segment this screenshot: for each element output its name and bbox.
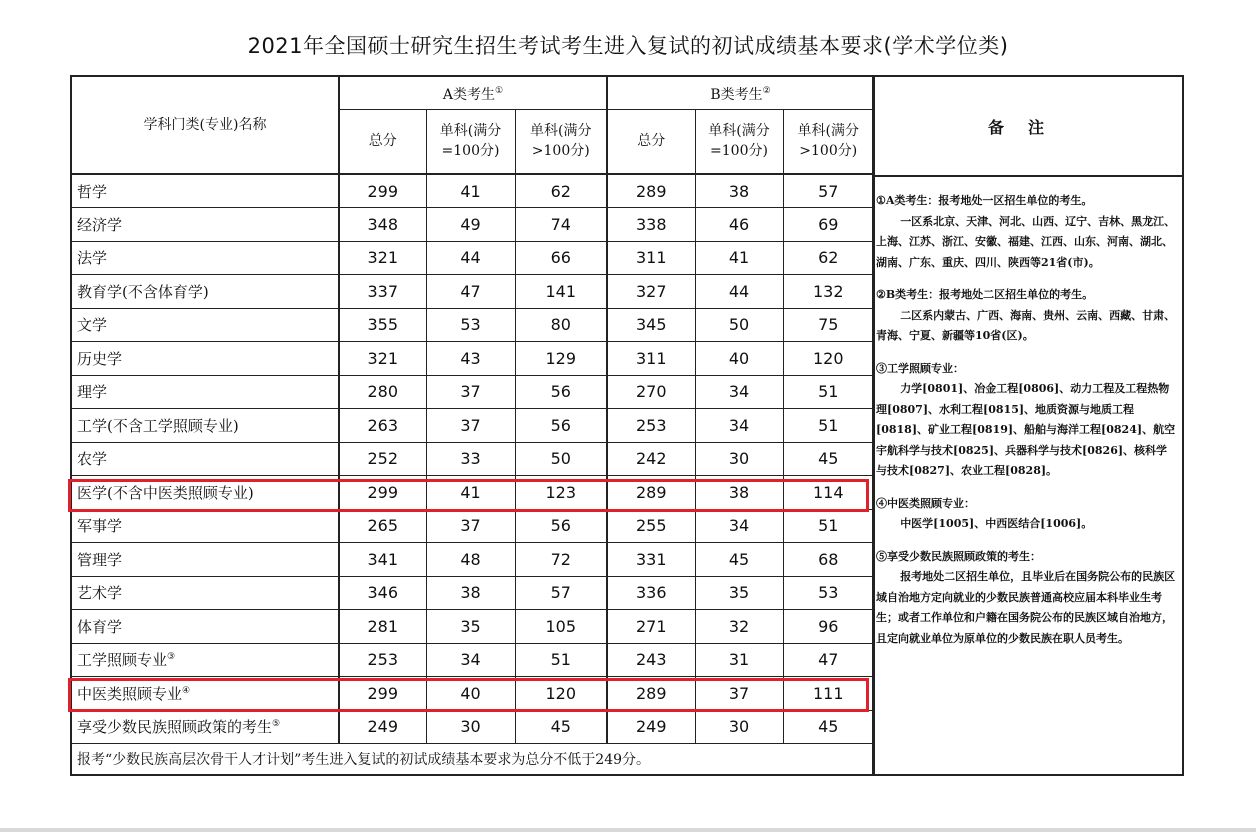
score-b-single100: 37	[695, 677, 783, 711]
score-b-total: 311	[607, 241, 695, 275]
score-a-single100: 40	[426, 677, 515, 711]
score-a-single100: 44	[426, 241, 515, 275]
note-heading: ②B类考生：报考地处二区招生单位的考生。	[876, 288, 1094, 301]
score-b-total: 289	[607, 677, 695, 711]
score-a-total: 299	[339, 677, 426, 711]
subject-name: 哲学	[71, 174, 339, 208]
note-heading: ①A类考生：报考地处一区招生单位的考生。	[876, 194, 1093, 207]
table-row	[71, 208, 874, 242]
score-a-total: 321	[339, 342, 426, 376]
header-subject: 学科门类(专业)名称	[71, 76, 339, 174]
score-a-single-over100: 123	[515, 476, 607, 510]
score-table	[70, 75, 875, 776]
header-b-total: 总分	[607, 109, 695, 174]
subject-name: 中医类照顾专业④	[71, 677, 339, 711]
score-a-total: 299	[339, 476, 426, 510]
score-a-single100: 38	[426, 576, 515, 610]
score-a-single100: 37	[426, 375, 515, 409]
score-b-single-over100: 53	[783, 576, 874, 610]
score-a-single100: 41	[426, 174, 515, 208]
score-a-total: 249	[339, 710, 426, 744]
subject-name: 军事学	[71, 509, 339, 543]
score-b-single-over100: 120	[783, 342, 874, 376]
table-row	[71, 610, 874, 644]
score-a-single-over100: 56	[515, 509, 607, 543]
score-b-single-over100: 96	[783, 610, 874, 644]
score-b-single-over100: 51	[783, 375, 874, 409]
header-group-a: A类考生①	[339, 76, 607, 109]
subject-name: 理学	[71, 375, 339, 409]
subject-name: 艺术学	[71, 576, 339, 610]
table-row	[71, 275, 874, 309]
score-a-total: 280	[339, 375, 426, 409]
score-b-single-over100: 69	[783, 208, 874, 242]
score-b-single100: 40	[695, 342, 783, 376]
table-footnote: 报考“少数民族高层次骨干人才计划”考生进入复试的初试成绩基本要求为总分不低于249分。	[71, 744, 874, 775]
score-b-total: 345	[607, 308, 695, 342]
score-b-single100: 34	[695, 409, 783, 443]
score-a-single-over100: 57	[515, 576, 607, 610]
score-b-single-over100: 57	[783, 174, 874, 208]
score-b-total: 311	[607, 342, 695, 376]
score-b-single-over100: 68	[783, 543, 874, 577]
score-b-single100: 44	[695, 275, 783, 309]
score-a-single-over100: 129	[515, 342, 607, 376]
score-b-single-over100: 75	[783, 308, 874, 342]
table-row	[71, 241, 874, 275]
score-b-single100: 30	[695, 442, 783, 476]
table-row	[71, 509, 874, 543]
score-a-single-over100: 56	[515, 375, 607, 409]
score-b-total: 327	[607, 275, 695, 309]
score-b-single100: 34	[695, 375, 783, 409]
table-row	[71, 710, 874, 744]
table-row	[71, 174, 874, 208]
score-b-single-over100: 51	[783, 509, 874, 543]
score-a-single-over100: 74	[515, 208, 607, 242]
score-b-single-over100: 51	[783, 409, 874, 443]
table-row	[71, 677, 874, 711]
score-a-single-over100: 66	[515, 241, 607, 275]
score-b-single100: 38	[695, 174, 783, 208]
score-a-single100: 34	[426, 643, 515, 677]
note-text: 二区系内蒙古、广西、海南、贵州、云南、西藏、甘肃、青海、宁夏、新疆等10省(区)。	[876, 308, 1176, 342]
note-heading: ④中医类照顾专业：	[876, 496, 975, 510]
score-a-total: 355	[339, 308, 426, 342]
notes-body	[874, 177, 1182, 649]
score-b-total: 249	[607, 710, 695, 744]
score-b-total: 289	[607, 476, 695, 510]
score-a-single100: 35	[426, 610, 515, 644]
score-a-single-over100: 80	[515, 308, 607, 342]
subject-name: 历史学	[71, 342, 339, 376]
header-a-single100: 单科(满分 =100分)	[426, 109, 515, 174]
score-b-total: 289	[607, 174, 695, 208]
score-b-total: 242	[607, 442, 695, 476]
note-heading: ③工学照顾专业：	[876, 361, 964, 375]
score-a-single100: 43	[426, 342, 515, 376]
score-b-single100: 41	[695, 241, 783, 275]
score-b-total: 253	[607, 409, 695, 443]
score-a-total: 348	[339, 208, 426, 242]
score-a-total: 281	[339, 610, 426, 644]
note-item	[876, 191, 1178, 273]
note-text: 力学[0801]、冶金工程[0806]、动力工程及工程热物理[0807]、水利工程[0815]、地质资源与地质工程[0818]、矿业工程[0819]、船舶与海洋工程[0824]、航空宇航科学与技术[0825]、兵器科学与技术[0826]、核科学与技术[0827]、农业工程[0828]。	[876, 382, 1176, 477]
header-group-b: B类考生②	[607, 76, 874, 109]
score-b-total: 331	[607, 543, 695, 577]
score-b-single100: 45	[695, 543, 783, 577]
score-a-total: 321	[339, 241, 426, 275]
score-b-total: 270	[607, 375, 695, 409]
page-title: 2021年全国硕士研究生招生考试考生进入复试的初试成绩基本要求(学术学位类)	[247, 34, 1009, 58]
score-a-single-over100: 141	[515, 275, 607, 309]
score-a-single-over100: 56	[515, 409, 607, 443]
score-b-single-over100: 114	[783, 476, 874, 510]
score-a-single-over100: 105	[515, 610, 607, 644]
table-row	[71, 576, 874, 610]
page-bottom-bar	[0, 828, 1256, 832]
score-a-single100: 33	[426, 442, 515, 476]
score-a-single100: 37	[426, 409, 515, 443]
subject-name: 农学	[71, 442, 339, 476]
table-row	[71, 342, 874, 376]
table-row	[71, 409, 874, 443]
score-b-single-over100: 132	[783, 275, 874, 309]
score-a-total: 253	[339, 643, 426, 677]
score-a-single100: 37	[426, 509, 515, 543]
score-a-total: 341	[339, 543, 426, 577]
score-a-single100: 30	[426, 710, 515, 744]
subject-name: 体育学	[71, 610, 339, 644]
score-b-single100: 34	[695, 509, 783, 543]
score-a-total: 346	[339, 576, 426, 610]
note-item	[876, 494, 1178, 535]
score-a-single-over100: 50	[515, 442, 607, 476]
notes-header: 备注	[874, 77, 1182, 177]
note-item	[876, 547, 1178, 650]
note-text: 中医学[1005]、中西医结合[1006]。	[900, 517, 1093, 530]
note-heading: ⑤享受少数民族照顾政策的考生：	[876, 549, 1041, 563]
score-a-single-over100: 62	[515, 174, 607, 208]
subject-name: 管理学	[71, 543, 339, 577]
score-b-single-over100: 111	[783, 677, 874, 711]
score-b-total: 338	[607, 208, 695, 242]
subject-name: 享受少数民族照顾政策的考生⑤	[71, 710, 339, 744]
header-b-single100: 单科(满分 =100分)	[695, 109, 783, 174]
header-a-total: 总分	[339, 109, 426, 174]
score-b-total: 271	[607, 610, 695, 644]
score-a-single100: 48	[426, 543, 515, 577]
table-row	[71, 375, 874, 409]
score-b-single100: 31	[695, 643, 783, 677]
score-a-total: 337	[339, 275, 426, 309]
score-b-single-over100: 62	[783, 241, 874, 275]
score-a-total: 252	[339, 442, 426, 476]
score-b-total: 336	[607, 576, 695, 610]
table-row	[71, 543, 874, 577]
subject-name: 工学照顾专业③	[71, 643, 339, 677]
score-b-single-over100: 45	[783, 710, 874, 744]
score-a-total: 299	[339, 174, 426, 208]
note-item	[876, 359, 1178, 482]
subject-name: 医学(不含中医类照顾专业)	[71, 476, 339, 510]
table-row	[71, 643, 874, 677]
note-text: 报考地处二区招生单位，且毕业后在国务院公布的民族区域自治地方定向就业的少数民族普通高校应届本科毕业生考生；或者工作单位和户籍在国务院公布的民族区域自治地方，且定向就业单位为原单位的少数民族在职人员考生。	[876, 570, 1176, 645]
score-b-single-over100: 47	[783, 643, 874, 677]
notes-column	[872, 75, 1184, 776]
subject-name: 文学	[71, 308, 339, 342]
score-b-single100: 38	[695, 476, 783, 510]
score-b-single100: 50	[695, 308, 783, 342]
note-item	[876, 285, 1178, 347]
note-text: 一区系北京、天津、河北、山西、辽宁、吉林、黑龙江、上海、江苏、浙江、安徽、福建、江西、山东、河南、湖北、湖南、广东、重庆、四川、陕西等21省(市)。	[876, 214, 1176, 269]
subject-name: 法学	[71, 241, 339, 275]
score-a-total: 265	[339, 509, 426, 543]
subject-name: 经济学	[71, 208, 339, 242]
score-a-total: 263	[339, 409, 426, 443]
score-a-single-over100: 51	[515, 643, 607, 677]
score-b-single100: 32	[695, 610, 783, 644]
header-b-single-over100: 单科(满分 >100分)	[783, 109, 874, 174]
header-a-single-over100: 单科(满分 >100分)	[515, 109, 607, 174]
subject-name: 工学(不含工学照顾专业)	[71, 409, 339, 443]
table-row	[71, 476, 874, 510]
score-a-single-over100: 120	[515, 677, 607, 711]
score-a-single-over100: 45	[515, 710, 607, 744]
table-row	[71, 442, 874, 476]
score-b-single100: 30	[695, 710, 783, 744]
score-a-single100: 41	[426, 476, 515, 510]
score-a-single100: 47	[426, 275, 515, 309]
score-b-single100: 46	[695, 208, 783, 242]
score-b-single100: 35	[695, 576, 783, 610]
score-b-total: 243	[607, 643, 695, 677]
subject-name: 教育学(不含体育学)	[71, 275, 339, 309]
score-b-total: 255	[607, 509, 695, 543]
score-a-single100: 53	[426, 308, 515, 342]
score-a-single100: 49	[426, 208, 515, 242]
score-b-single-over100: 45	[783, 442, 874, 476]
score-a-single-over100: 72	[515, 543, 607, 577]
table-row	[71, 308, 874, 342]
